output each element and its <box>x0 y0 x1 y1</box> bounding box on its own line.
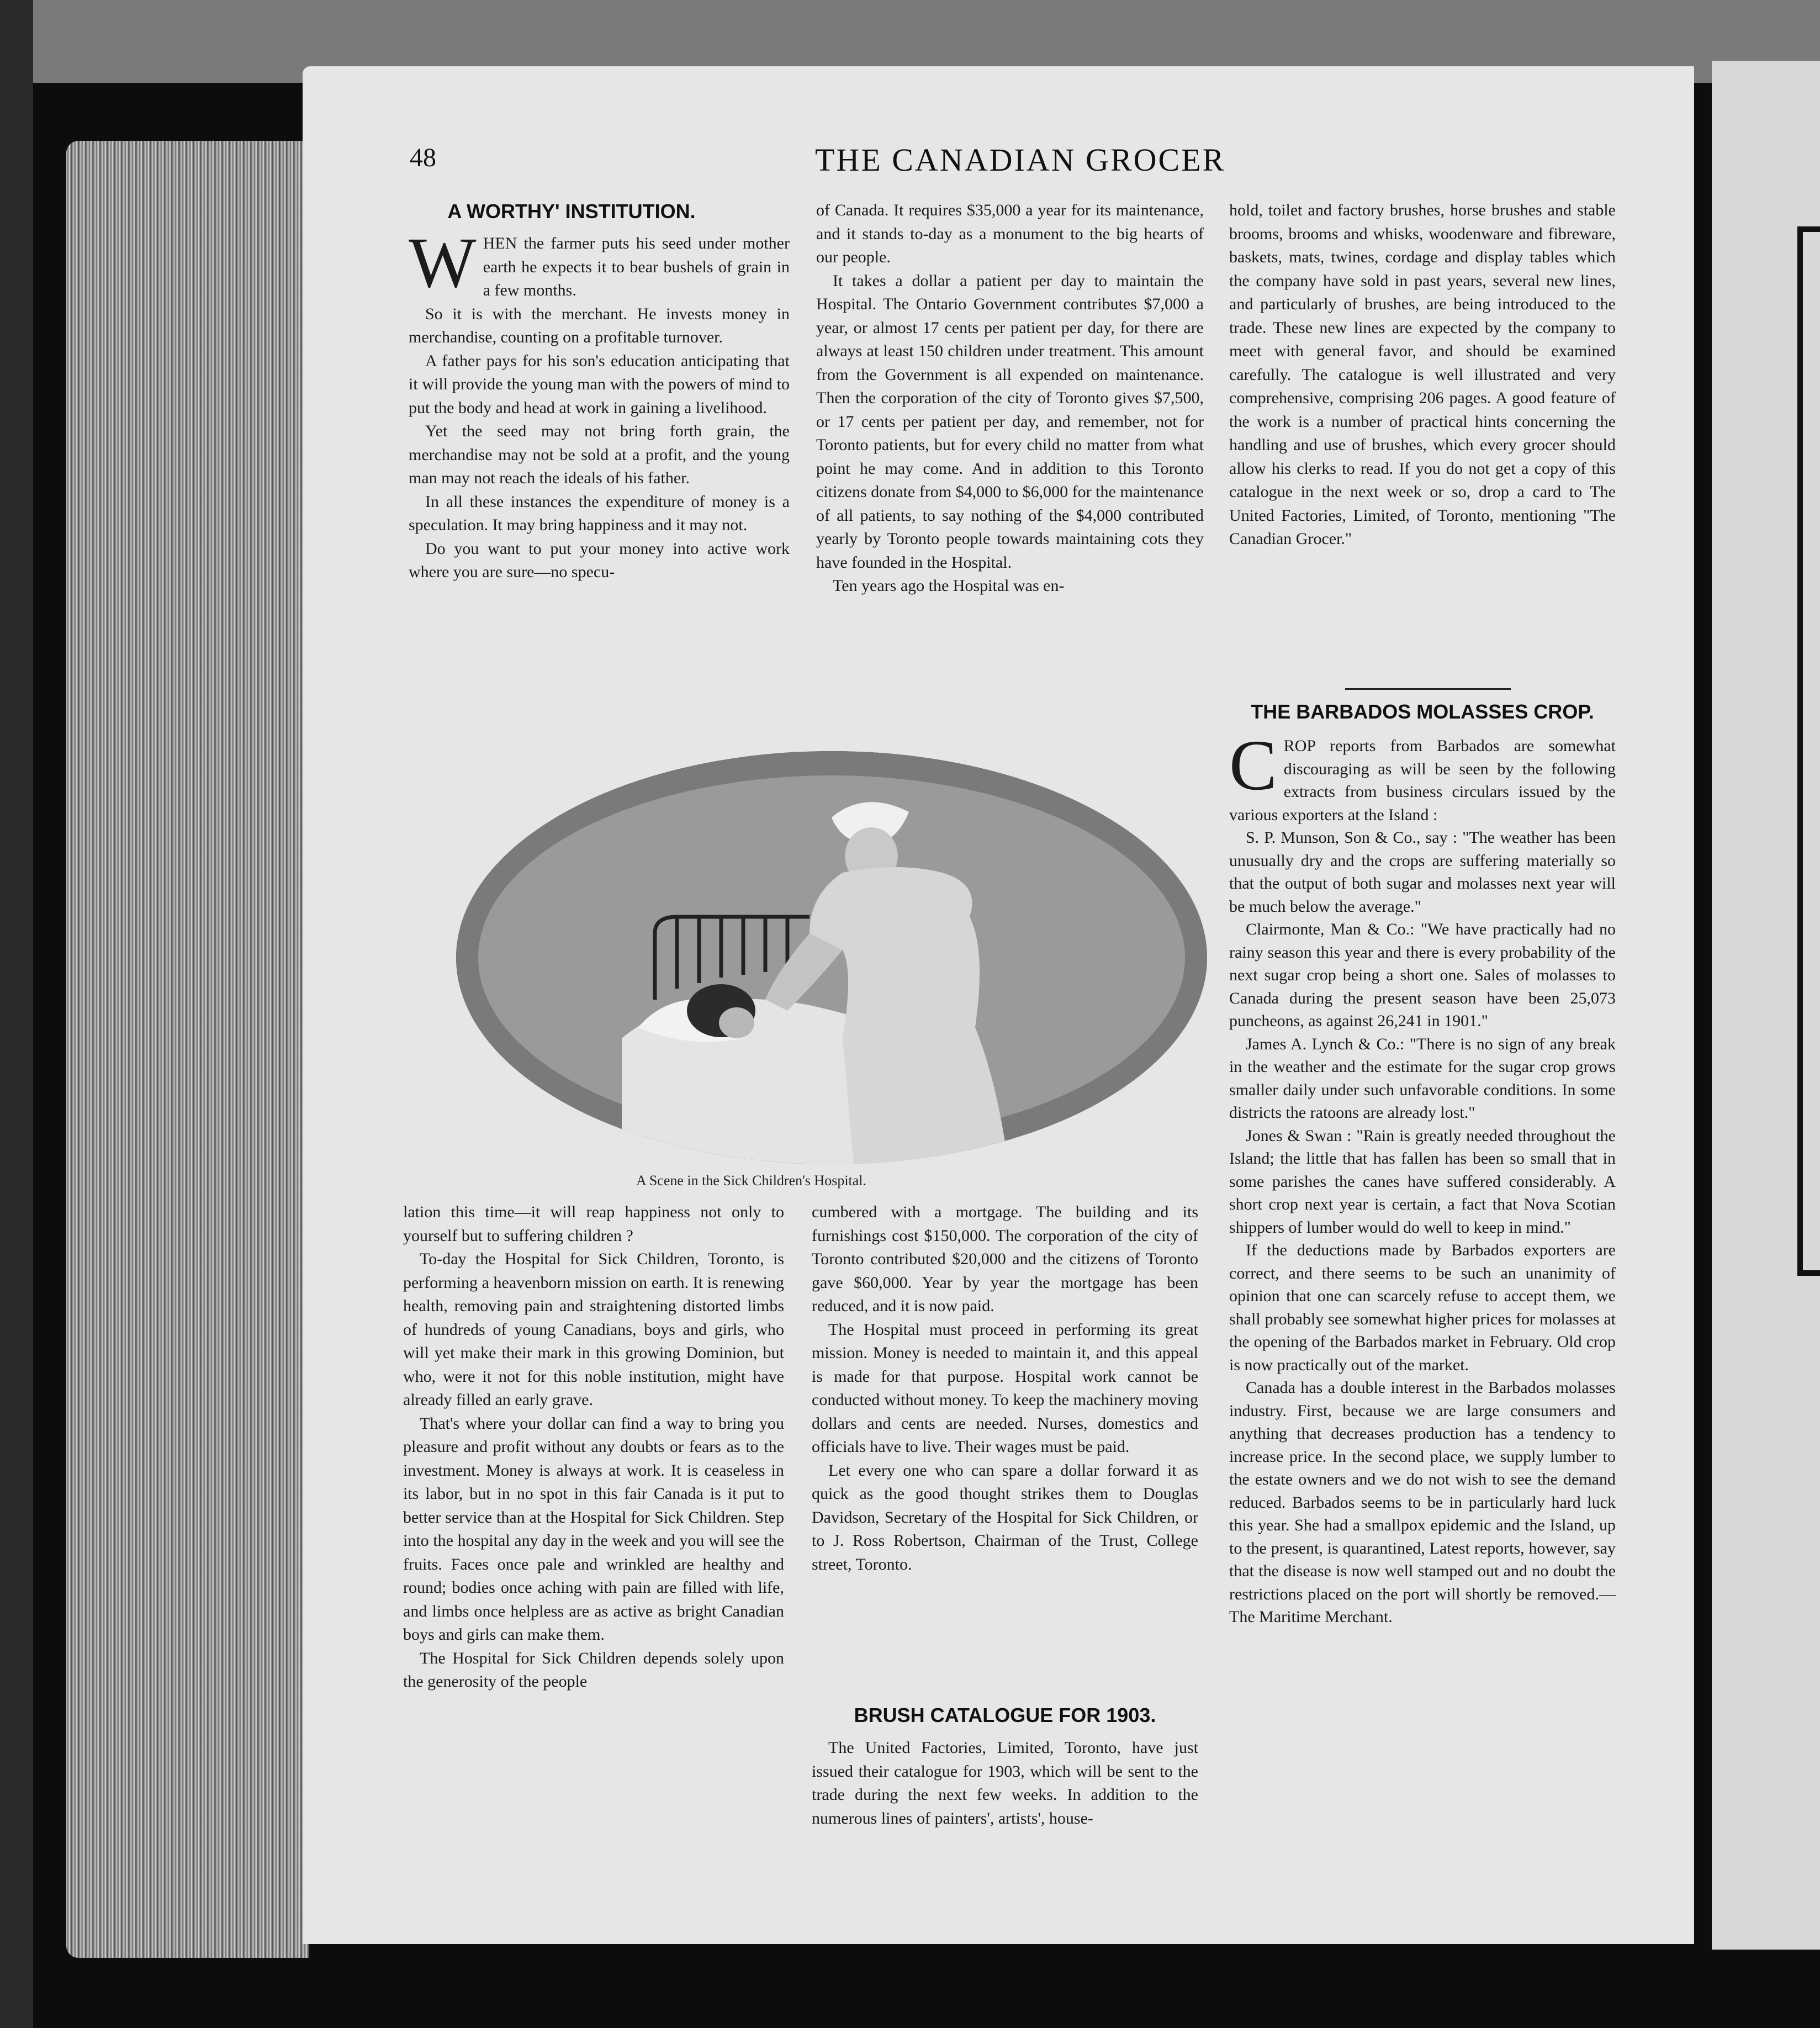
barbados-headline: THE BARBADOS MOLASSES CROP. <box>1251 700 1594 723</box>
worthy-paragraph: Yet the seed may not bring forth grain, the merchandise may not be sold at a profit, and the young man may not reach the ideals of his father. <box>409 422 790 487</box>
worthy-paragraph <box>409 223 790 303</box>
book-page-edges <box>66 141 309 1958</box>
worthy-paragraph: cumbered with a mortgage. The building and its furnishings cost $150,000. The corporation of the city of Toronto contributed $20,000 and the citizens of Toronto gave $60,000. Year by year the mortgage has been reduced, and it is now paid. <box>812 1203 1198 1315</box>
worthy-column-2-bottom <box>812 1201 1198 1576</box>
publication-masthead: THE CANADIAN GROCER <box>815 142 1226 178</box>
worthy-paragraph-text: HEN the farmer puts his seed under mother earth he expects it to bear bushels of grain in a few months. <box>483 234 790 299</box>
brush-catalogue-column-2 <box>812 1736 1198 1830</box>
barbados-paragraph <box>1229 726 1616 826</box>
barbados-column <box>1229 726 1616 1629</box>
scan-background-left <box>0 0 33 2028</box>
worthy-column-1-bottom <box>403 1201 784 1694</box>
worthy-column-2-top <box>816 199 1204 598</box>
facing-page-border <box>1797 226 1820 1276</box>
hospital-scene-photo <box>456 751 1207 1164</box>
worthy-paragraph: Do you want to put your money into active work where you are sure—no specu- <box>409 539 790 581</box>
drop-cap: C <box>1229 726 1277 805</box>
barbados-paragraph-text: ROP reports from Barbados are somewhat discouraging as will be seen by the following extracts from business circulars issued by the various exporters at the Island : <box>1229 737 1616 824</box>
worthy-paragraph: The Hospital must proceed in performing its great mission. Money is needed to maintain it, and this appeal is made for that purpose. Hospital work cannot be conducted without money. To keep the machinery moving dollars and cents are needed. Nurses, domestics and officials have to live. Their wages must be paid. <box>812 1320 1198 1456</box>
barbados-paragraph: Clairmonte, Man & Co.: "We have practically had no rainy season this year and there is every probability of the next sugar crop being a short one. Sales of molasses to Canada during the present season have been 25,073 puncheons, as against 26,241 in 1901." <box>1229 920 1616 1030</box>
brush-paragraph: The United Factories, Limited, Toronto, have just issued their catalogue for 1903, which will be sent to the trade during the next few weeks. In addition to the numerous lines of painters', artists', house- <box>812 1739 1198 1828</box>
barbados-paragraph: If the deductions made by Barbados exporters are correct, and there seems to be such an unanimity of opinion that one can scarcely refuse to accept them, we shall probably see somewhat higher prices for molasses at the opening of the Barbados market in February. Old crop is now practically out of the market. <box>1229 1241 1616 1374</box>
worthy-paragraph: The Hospital for Sick Children depends solely upon the generosity of the people <box>403 1649 784 1691</box>
worthy-paragraph: In all these instances the expenditure of money is a speculation. It may bring happiness and it may not. <box>409 492 790 534</box>
worthy-paragraph: lation this time—it will reap happiness not only to yourself but to suffering children ? <box>403 1203 784 1245</box>
article-divider <box>1345 688 1511 690</box>
worthy-paragraph: Let every one who can spare a dollar forward it as quick as the good thought strikes them to Douglas Davidson, Secretary of the Hospital for Sick Children, or to J. Ross Robertson, Chairman of the Trust, College street, Toronto. <box>812 1461 1198 1573</box>
worthy-paragraph: A father pays for his son's education anticipating that it will provide the young man with the powers of mind to put the body and head at work in gaining a livelihood. <box>409 351 790 417</box>
brush-paragraph: hold, toilet and factory brushes, horse brushes and stable brooms, brooms and whisks, woodenware and fibreware, baskets, mats, twines, cordage and display tables which the company have sold in past years, several new lines, and particularly of brushes, are being introduced to the trade. These new lines are expected by the company to meet with general favor, and should be examined carefully. The catalogue is well illustrated and very comprehensive, comprising 206 pages. A good feature of the work is a number of practical hints concerning the handling and use of brushes, which every grocer should allow his clerks to read. If you do not get a copy of this catalogue in the next week or so, drop a card to The United Factories, Limited, of Toronto, mentioning "The Canadian Grocer." <box>1229 201 1616 548</box>
drop-cap: W <box>409 223 477 303</box>
worthy-paragraph: Ten years ago the Hospital was en- <box>833 577 1065 595</box>
worthy-paragraph: It takes a dollar a patient per day to maintain the Hospital. The Ontario Government contributes $7,000 a year, or almost 17 cents per patient per day, for there are always at least 150 children under treatment. This amount from the Government is all expended on maintenance. Then the corporation of the city of Toronto gives $7,500, or 17 cents per patient per day, and remember, not for Toronto patients, but for every child no matter from what point he may come. And in addition to this Toronto citizens donate from $4,000 to $6,000 for the maintenance of all patients, to say nothing of the $4,000 contributed yearly by Toronto people towards maintaining cots they have founded in the Hospital. <box>816 271 1204 572</box>
page-number: 48 <box>410 143 436 172</box>
barbados-paragraph: S. P. Munson, Son & Co., say : "The weather has been unusually dry and the crops are suffering materially so that the output of both sugar and molasses next year will be much below the average." <box>1229 828 1616 916</box>
hospital-scene-illustration <box>456 751 1207 1164</box>
worthy-paragraph: To-day the Hospital for Sick Children, Toronto, is performing a heavenborn mission on earth. It is renewing health, removing pain and straightening distorted limbs of hundreds of young Canadians, boys and girls, who will yet make their mark in this growing Dominion, but who, were it not for this noble institution, might have already filled an early grave. <box>403 1250 784 1409</box>
brush-catalogue-column-3 <box>1229 199 1616 551</box>
worthy-paragraph: That's where your dollar can find a way to bring you pleasure and profit without any doubts or fears as to the investment. Money is always at work. It is ceaseless in its labor, but in no spot in this fair Canada is it put to better service than at the Hospital for Sick Children. Step into the hospital any day in the week and you will see the fruits. Faces once pale and wrinkled are healthy and round; bodies once aching with pain are filled with life, and limbs once helpless are as active as bright Canadian boys and girls can make them. <box>403 1414 784 1644</box>
worthy-paragraph: of Canada. It requires $35,000 a year for its maintenance, and it stands to-day as a monument to the big hearts of our people. <box>816 201 1204 266</box>
worthy-institution-headline: A WORTHY' INSTITUTION. <box>447 200 696 223</box>
photo-caption: A Scene in the Sick Children's Hospital. <box>636 1173 867 1189</box>
barbados-paragraph: James A. Lynch & Co.: "There is no sign of any break in the weather and the estimate for the sugar crop grows smaller daily under such unfavorable conditions. In some districts the ratoons are already lost." <box>1229 1034 1616 1122</box>
brush-catalogue-headline: BRUSH CATALOGUE FOR 1903. <box>854 1704 1156 1726</box>
worthy-paragraph: So it is with the merchant. He invests money in merchandise, counting on a profitable turnover. <box>409 304 790 346</box>
worthy-column-1-top <box>409 223 790 584</box>
barbados-paragraph: Jones & Swan : "Rain is greatly needed throughout the Island; the little that has fallen has been so small that in some parishes the canes have suffered considerably. A short crop next year is certain, a fact that Nova Scotian shippers of lumber would do well to keep in mind." <box>1229 1126 1616 1237</box>
barbados-paragraph: Canada has a double interest in the Barbados molasses industry. First, because we are large consumers and anything that decreases production has a tendency to increase price. In the second place, we supply lumber to the estate owners and we do not wish to see the demand reduced. Barbados seems to be in particularly hard luck this year. She had a smallpox epidemic and the Island, up to the present, is quarantined, Latest reports, however, say that the disease is now well stamped out and no doubt the restrictions placed on the port will shortly be removed.—The Maritime Merchant. <box>1229 1379 1616 1626</box>
